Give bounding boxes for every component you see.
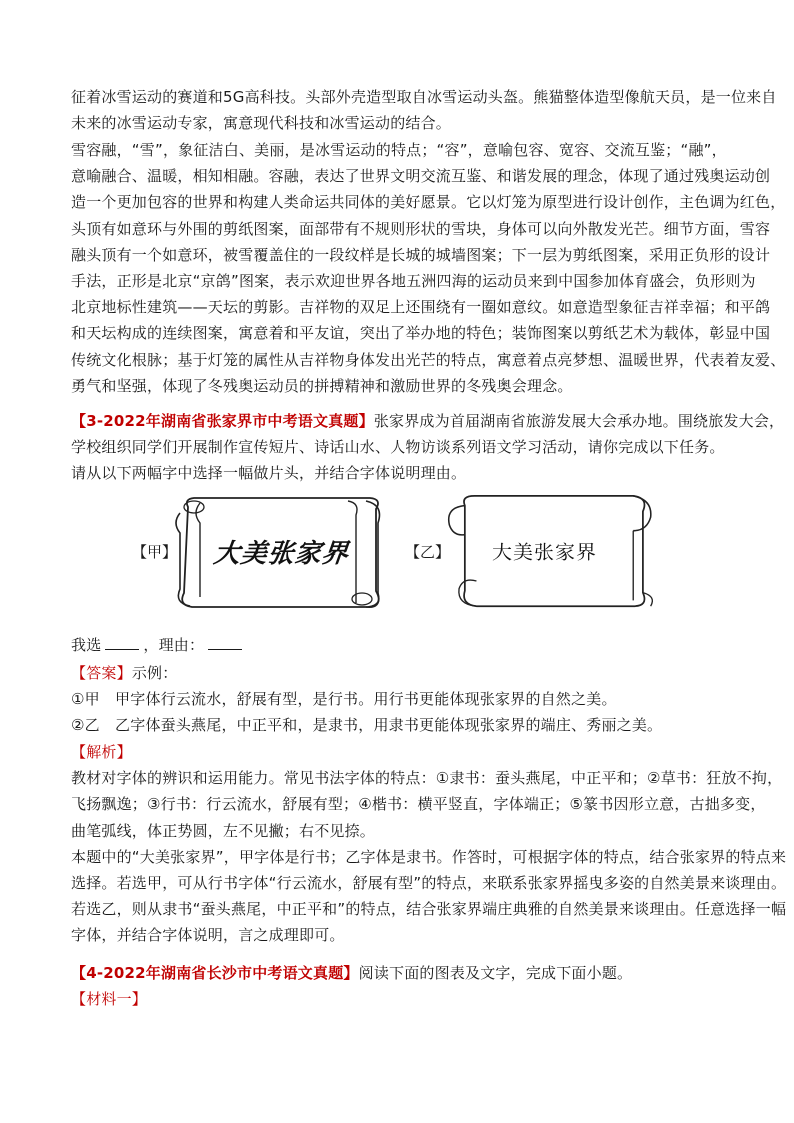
- text-line: 教材对字体的辨识和运用能力。常见书法字体的特点：①隶书：蚕头燕尾，中正平和；②草书：狂放不拘，: [71, 769, 783, 788]
- text-line: 雪容融，“雪”，象征洁白、美丽，是冰雪运动的特点；“容”，意喻包容、宽容、交流互鉴；“融”，: [71, 141, 727, 159]
- text-line: 学校组织同学们开展制作宣传短片、诗话山水、人物访谈系列语文学习活动，请你完成以下任务。: [71, 438, 725, 457]
- text-line: 传统文化根脉；基于灯笼的属性从吉祥物身体发出光芒的特点，寓意着点亮梦想、温暖世界，代表着友爱、: [71, 350, 786, 369]
- question-4-text: 阅读下面的图表及文字，完成下面小题。: [358, 964, 633, 982]
- text-line: 征着冰雪运动的赛道和5G高科技。头部外壳造型取自冰雪运动头盔。熊猫整体造型像航天员，是一位来自: [71, 88, 777, 106]
- reason-blank[interactable]: [208, 635, 242, 650]
- scroll-yi-calligraphy: 大美张家界: [492, 540, 597, 564]
- answer-intro: 示例：: [131, 664, 178, 682]
- question-3: [71, 408, 785, 487]
- question-3-line1: [71, 408, 785, 434]
- text-line: 北京地标性建筑——天坛的剪影。吉祥物的双足上还围绕有一圈如意纹。如意造型象征吉祥幸福；和平鸽: [71, 298, 771, 317]
- answer-section: [71, 660, 723, 739]
- question-3-tag: 【3-2022年湖南省张家界市中考语文真题】: [71, 412, 374, 430]
- text-line: 未来的冰雪运动专家，寓意现代科技和冰雪运动的结合。: [71, 114, 452, 133]
- text-line: 本题中的“大美张家界”，甲字体是行书；乙字体是隶书。作答时，可根据字体的特点，结合张家界的特点来: [71, 847, 787, 866]
- choice-prefix: 我选: [71, 636, 102, 654]
- choice-blank[interactable]: [105, 635, 139, 650]
- text-line: 手法，正形是北京“京鸽”图案，表示欢迎世界各地五洲四海的运动员来到中国参加体育盛会，负形则为: [71, 272, 756, 291]
- text-line: 飞扬飘逸；③行书：行云流水，舒展有型；④楷书：横平竖直，字体端正；⑤篆书因形立意，古拙多变，: [71, 795, 766, 814]
- scroll-yi-label: 【乙】: [405, 543, 451, 561]
- analysis-label: 【解析】: [71, 743, 132, 761]
- scroll-jia-label: 【甲】: [132, 543, 178, 561]
- text-line: 头顶有如意环与外围的剪纸图案，面部带有不规则形状的雪块，身体可以向外散发光芒。细节方面，雪容: [71, 219, 771, 238]
- text-line: 请从以下两幅字中选择一幅做片头，并结合字体说明理由。: [71, 464, 467, 483]
- text-line: 意喻融合、温暖，相知相融。容融，表达了世界文明交流互鉴、和谐发展的理念，体现了通过残奥运动创: [71, 167, 771, 186]
- material-label: 【材料一】: [71, 990, 148, 1009]
- answer-label: 【答案】: [71, 664, 132, 682]
- text-line: 勇气和坚强，体现了冬残奥运动员的拼搏精神和激励世界的冬残奥会理念。: [71, 376, 573, 395]
- paragraph-shueyrhonrhon: [71, 137, 786, 399]
- analysis-section: [71, 739, 787, 949]
- question-4: [71, 960, 723, 1012]
- question-4-tag: 【4-2022年湖南省长沙市中考语文真题】: [71, 964, 359, 982]
- answer-item-2: ②乙 乙字体蚕头燕尾，中正平和，是隶书，用隶书更能体现张家界的端庄、秀丽之美。: [71, 716, 663, 735]
- text-line: 若选乙，则从隶书“蚕头燕尾，中正平和”的特点，结合张家界端庄典雅的自然美景来谈理由。任意选择一幅: [71, 900, 787, 919]
- text-line: 选择。若选甲，可从行书字体“行云流水，舒展有型”的特点，来联系张家界摇曳多姿的自然美景来谈理由。: [71, 874, 787, 893]
- paragraph-bingdwendwen: [71, 84, 777, 136]
- text-line: 字体，并结合字体说明，言之成理即可。: [71, 926, 345, 945]
- scroll-jia-calligraphy: 大美张家界: [212, 539, 351, 569]
- answer-item-1: ①甲 甲字体行云流水，舒展有型，是行书。用行书更能体现张家界的自然之美。: [71, 690, 617, 709]
- text-line: 曲笔弧线，体正势圆，左不见撇；右不见捺。: [71, 821, 376, 840]
- text-line: 和天坛构成的连续图案，寓意着和平友谊，突出了举办地的特色；装饰图案以剪纸艺术为载体，彰显中国: [71, 324, 771, 343]
- reason-label: ，理由：: [143, 636, 205, 654]
- text-line: 融头顶有一个如意环，被雪覆盖住的一段纹样是长城的城墙图案；下一层为剪纸图案，采用正负形的设计: [71, 245, 771, 264]
- question-3-text: 张家界成为首届湖南省旅游发展大会承办地。围绕旅发大会，: [373, 412, 785, 430]
- choice-line: [71, 632, 723, 658]
- text-line: 造一个更加包容的世界和构建人类命运共同体的美好愿景。它以灯笼为原型进行设计创作，主色调为红色，: [71, 193, 786, 212]
